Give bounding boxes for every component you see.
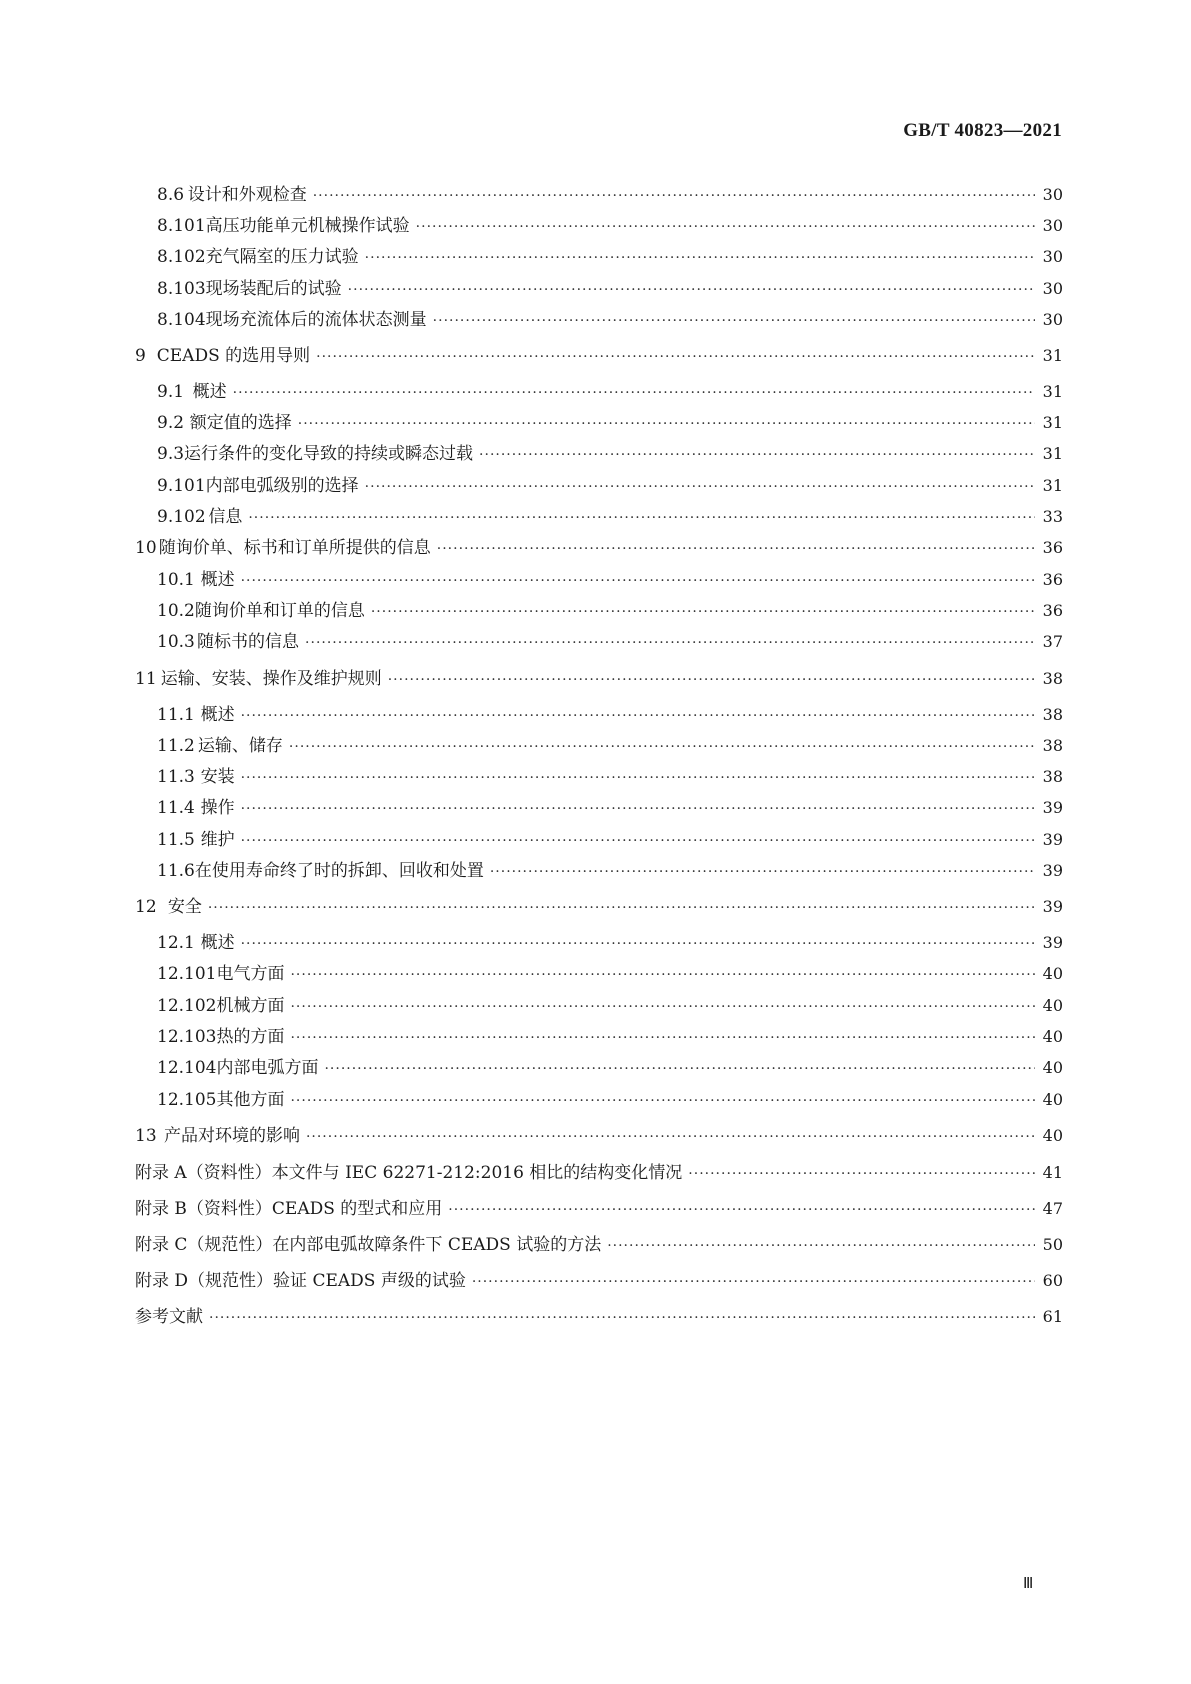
toc-entry-page: 30 xyxy=(1042,247,1063,266)
toc-entry-number: 8.103 xyxy=(157,279,206,299)
toc-entry-11-4[interactable] xyxy=(157,796,1063,820)
toc-entry-12-104[interactable] xyxy=(157,1056,1063,1080)
leader-dots xyxy=(348,278,1035,302)
toc-entry-number: 11.3 xyxy=(157,767,195,787)
leader-dots xyxy=(388,668,1035,692)
toc-entry-page: 47 xyxy=(1042,1199,1063,1218)
toc-entry-page: 33 xyxy=(1042,507,1063,526)
toc-entry-number: 附录 B（资料性） xyxy=(135,1199,272,1219)
toc-entry-page: 50 xyxy=(1042,1235,1063,1254)
toc-entry-9-2[interactable] xyxy=(157,411,1063,435)
toc-entry-title: 随询价单和订单的信息 xyxy=(194,601,365,621)
toc-entry-page: 38 xyxy=(1042,669,1063,688)
toc-entry-title: 在使用寿命终了时的拆卸、回收和处置 xyxy=(194,861,484,881)
toc-entry-11-1[interactable] xyxy=(157,703,1063,727)
toc-entry-page: 30 xyxy=(1042,216,1063,235)
leader-dots xyxy=(490,860,1035,884)
leader-dots xyxy=(479,443,1035,467)
toc-entry-page: 31 xyxy=(1042,413,1063,432)
page-number: Ⅲ xyxy=(1023,1576,1033,1592)
leader-dots xyxy=(437,537,1035,561)
toc-entry-title: 概述 xyxy=(200,570,235,590)
toc-entry-number: 9.2 xyxy=(157,413,185,433)
toc-entry-title: CEADS 的选用导则 xyxy=(156,346,311,366)
toc-entry-annex-d[interactable] xyxy=(135,1269,1063,1293)
toc-entry-page: 30 xyxy=(1042,310,1063,329)
toc-entry-12-102[interactable] xyxy=(157,994,1063,1018)
toc-entry-page: 39 xyxy=(1042,830,1063,849)
toc-entry-9[interactable] xyxy=(135,344,1063,368)
toc-entry-page: 30 xyxy=(1042,185,1063,204)
toc-entry-bibliography[interactable] xyxy=(135,1305,1063,1329)
toc-entry-number: 10.1 xyxy=(157,570,195,590)
toc-entry-11-2[interactable] xyxy=(157,734,1063,758)
toc-entry-title: 信息 xyxy=(208,507,243,527)
leader-dots xyxy=(241,829,1035,853)
leader-dots xyxy=(209,1306,1035,1330)
toc-entry-9-102[interactable] xyxy=(157,505,1063,529)
toc-entry-page: 40 xyxy=(1042,1058,1063,1077)
toc-entry-title: 在内部电弧故障条件下 CEADS 试验的方法 xyxy=(272,1235,602,1255)
toc-entry-title: 操作 xyxy=(200,798,235,818)
leader-dots xyxy=(289,735,1035,759)
leader-dots xyxy=(433,309,1035,333)
toc-entry-number: 12.102 xyxy=(157,996,217,1016)
toc-entry-number: 10.2 xyxy=(157,601,195,621)
toc-entry-number: 11.6 xyxy=(157,861,195,881)
toc-entry-page: 40 xyxy=(1042,964,1063,983)
toc-entry-page: 37 xyxy=(1042,632,1063,651)
leader-dots xyxy=(208,896,1035,920)
toc-entry-number: 13 xyxy=(135,1126,157,1146)
toc-entry-page: 36 xyxy=(1042,601,1063,620)
toc-entry-number: 9.1 xyxy=(157,382,185,402)
leader-dots xyxy=(290,1089,1035,1113)
leader-dots xyxy=(416,215,1035,239)
leader-dots xyxy=(316,345,1035,369)
toc-entry-11-3[interactable] xyxy=(157,765,1063,789)
leader-dots xyxy=(241,932,1035,956)
leader-dots xyxy=(472,1270,1035,1294)
toc-entry-title: 运行条件的变化导致的持续或瞬态过载 xyxy=(184,444,474,464)
toc-entry-8-103[interactable] xyxy=(157,277,1063,301)
toc-entry-page: 38 xyxy=(1042,767,1063,786)
toc-entry-annex-a[interactable] xyxy=(135,1161,1063,1185)
leader-dots xyxy=(290,1026,1035,1050)
toc-entry-title: 安装 xyxy=(200,767,235,787)
toc-entry-title: 现场装配后的试验 xyxy=(205,279,342,299)
toc-entry-11-5[interactable] xyxy=(157,828,1063,852)
toc-entry-title: 充气隔室的压力试验 xyxy=(205,247,359,267)
leader-dots xyxy=(290,963,1035,987)
toc-entry-annex-b[interactable] xyxy=(135,1197,1063,1221)
toc-entry-title: 热的方面 xyxy=(216,1027,285,1047)
toc-entry-number: 11.1 xyxy=(157,705,195,725)
toc-entry-title: 概述 xyxy=(200,933,235,953)
toc-entry-title: 产品对环境的影响 xyxy=(163,1126,300,1146)
leader-dots xyxy=(324,1057,1035,1081)
toc-entry-page: 31 xyxy=(1042,382,1063,401)
leader-dots xyxy=(448,1198,1035,1222)
toc-entry-number: 11.2 xyxy=(157,736,195,756)
leader-dots xyxy=(306,1125,1035,1149)
toc-entry-number: 12 xyxy=(135,897,157,917)
toc-entry-page: 41 xyxy=(1042,1163,1063,1182)
leader-dots xyxy=(241,766,1035,790)
toc-entry-title: 概述 xyxy=(200,705,235,725)
toc-entry-11[interactable] xyxy=(135,667,1063,691)
toc-entry-annex-c[interactable] xyxy=(135,1233,1063,1257)
toc-entry-title: 本文件与 IEC 62271-212:2016 相比的结构变化情况 xyxy=(271,1163,683,1183)
toc-entry-page: 39 xyxy=(1042,861,1063,880)
toc-entry-12[interactable] xyxy=(135,895,1063,919)
toc-entry-title: 运输、储存 xyxy=(197,736,283,756)
toc-entry-page: 61 xyxy=(1042,1307,1063,1326)
leader-dots xyxy=(313,184,1035,208)
toc-entry-12-1[interactable] xyxy=(157,931,1063,955)
toc-entry-12-105[interactable] xyxy=(157,1088,1063,1112)
toc-entry-number: 11.5 xyxy=(157,830,195,850)
toc-entry-number: 12.1 xyxy=(157,933,195,953)
leader-dots xyxy=(241,797,1035,821)
toc-entry-title: 内部电弧级别的选择 xyxy=(205,476,359,496)
toc-entry-title: 概述 xyxy=(192,382,227,402)
toc-entry-page: 40 xyxy=(1042,1027,1063,1046)
toc-entry-page: 36 xyxy=(1042,538,1063,557)
leader-dots xyxy=(248,506,1035,530)
toc-entry-number: 9.101 xyxy=(157,476,206,496)
toc-entry-page: 39 xyxy=(1042,897,1063,916)
toc-entry-page: 60 xyxy=(1042,1271,1063,1290)
leader-dots xyxy=(298,412,1035,436)
toc-entry-page: 40 xyxy=(1042,996,1063,1015)
toc-entry-number: 9 xyxy=(135,346,146,366)
toc-entry-10[interactable] xyxy=(135,536,1063,560)
toc-entry-title: 维护 xyxy=(200,830,235,850)
toc-entry-title: 设计和外观检查 xyxy=(187,185,307,205)
toc-entry-11-6[interactable] xyxy=(157,859,1063,883)
toc-entry-number: 8.101 xyxy=(157,216,206,236)
toc-entry-number: 9.3 xyxy=(157,444,185,464)
toc-entry-title: 随标书的信息 xyxy=(197,632,300,652)
leader-dots xyxy=(241,569,1035,593)
toc-entry-10-3[interactable] xyxy=(157,630,1063,654)
leader-dots xyxy=(365,475,1035,499)
toc-entry-number: 附录 C（规范性） xyxy=(135,1235,273,1255)
toc-entry-8-6[interactable] xyxy=(157,183,1063,207)
leader-dots xyxy=(365,246,1035,270)
toc-entry-13[interactable] xyxy=(135,1124,1063,1148)
leader-dots xyxy=(290,995,1035,1019)
toc-entry-10-1[interactable] xyxy=(157,568,1063,592)
toc-entry-9-3[interactable] xyxy=(157,442,1063,466)
leader-dots xyxy=(233,381,1035,405)
toc-entry-title: 内部电弧方面 xyxy=(216,1058,319,1078)
toc-entry-title: 安全 xyxy=(167,897,202,917)
toc-entry-number: 8.104 xyxy=(157,310,206,330)
toc-entry-number: 12.105 xyxy=(157,1090,217,1110)
toc-entry-title: 高压功能单元机械操作试验 xyxy=(205,216,410,236)
toc-entry-page: 40 xyxy=(1042,1126,1063,1145)
leader-dots xyxy=(241,704,1035,728)
toc-entry-9-101[interactable] xyxy=(157,474,1063,498)
leader-dots xyxy=(305,631,1035,655)
toc-entry-page: 39 xyxy=(1042,933,1063,952)
toc-entry-number: 10.3 xyxy=(157,632,195,652)
toc-entry-number: 附录 D（规范性） xyxy=(135,1271,274,1291)
toc-entry-number: 10 xyxy=(135,538,157,558)
toc-entry-page: 39 xyxy=(1042,798,1063,817)
toc-entry-title: 其他方面 xyxy=(216,1090,285,1110)
leader-dots xyxy=(607,1234,1035,1258)
toc-entry-12-103[interactable] xyxy=(157,1025,1063,1049)
toc-entry-title: 验证 CEADS 声级的试验 xyxy=(273,1271,466,1291)
toc-entry-page: 31 xyxy=(1042,346,1063,365)
toc-entry-title: 参考文献 xyxy=(135,1307,203,1327)
toc-entry-title: 机械方面 xyxy=(216,996,285,1016)
toc-entry-page: 38 xyxy=(1042,705,1063,724)
toc-entry-8-101[interactable] xyxy=(157,214,1063,238)
toc-entry-9-1[interactable] xyxy=(157,380,1063,404)
toc-entry-page: 40 xyxy=(1042,1090,1063,1109)
toc-entry-10-2[interactable] xyxy=(157,599,1063,623)
toc-entry-title: 运输、安装、操作及维护规则 xyxy=(160,669,382,689)
leader-dots xyxy=(688,1162,1035,1186)
toc-entry-8-104[interactable] xyxy=(157,308,1063,332)
toc-entry-title: CEADS 的型式和应用 xyxy=(271,1199,443,1219)
toc-entry-number: 11 xyxy=(135,669,157,689)
toc-entry-number: 9.102 xyxy=(157,507,206,527)
toc-entry-8-102[interactable] xyxy=(157,245,1063,269)
toc-entry-number: 12.103 xyxy=(157,1027,217,1047)
toc-entry-page: 31 xyxy=(1042,476,1063,495)
toc-entry-page: 31 xyxy=(1042,444,1063,463)
leader-dots xyxy=(371,600,1035,624)
toc-entry-page: 38 xyxy=(1042,736,1063,755)
toc-entry-number: 12.104 xyxy=(157,1058,217,1078)
toc-entry-number: 附录 A（资料性） xyxy=(135,1163,272,1183)
toc-entry-title: 现场充流体后的流体状态测量 xyxy=(205,310,427,330)
toc-entry-number: 8.6 xyxy=(157,185,185,205)
toc-entry-title: 额定值的选择 xyxy=(189,413,292,433)
document-number: GB/T 40823—2021 xyxy=(903,120,1062,141)
toc-entry-page: 30 xyxy=(1042,279,1063,298)
toc-entry-title: 随询价单、标书和订单所提供的信息 xyxy=(158,538,431,558)
toc-entry-12-101[interactable] xyxy=(157,962,1063,986)
toc-entry-number: 8.102 xyxy=(157,247,206,267)
toc-entry-title: 电气方面 xyxy=(216,964,285,984)
toc-entry-number: 11.4 xyxy=(157,798,195,818)
toc-entry-number: 12.101 xyxy=(157,964,217,984)
toc-entry-page: 36 xyxy=(1042,570,1063,589)
